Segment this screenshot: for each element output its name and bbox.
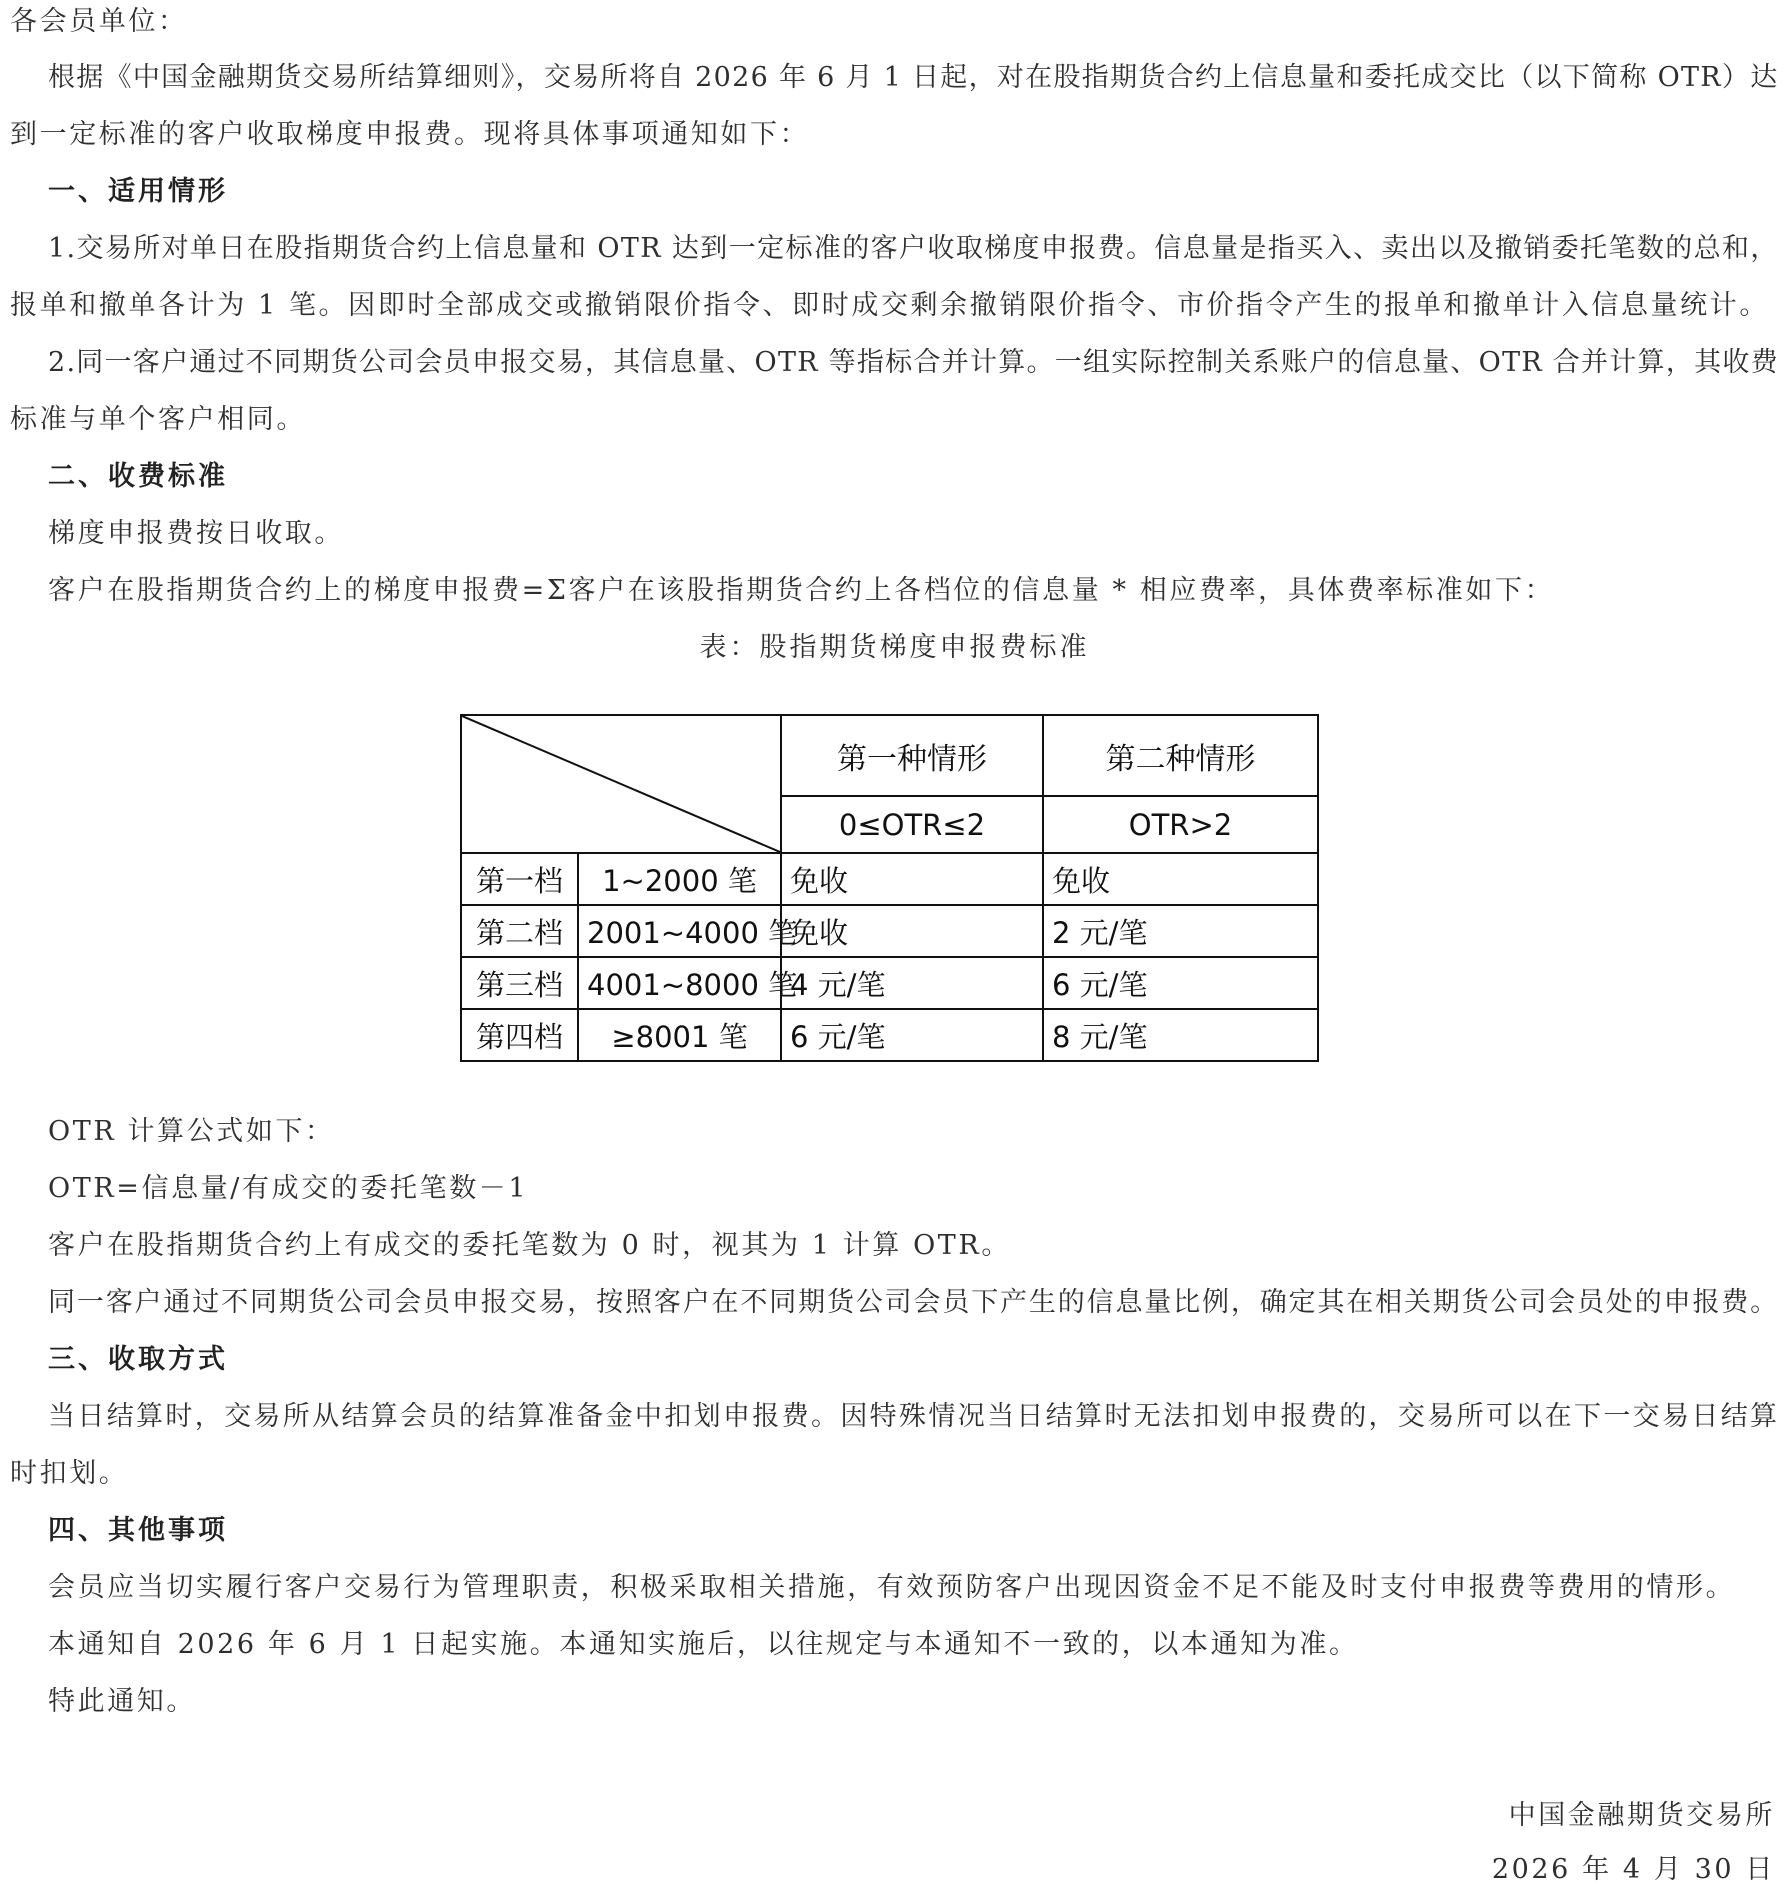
salutation: 各会员单位： xyxy=(10,6,188,37)
tier-label: 第一档 xyxy=(461,853,578,905)
tier-label: 第三档 xyxy=(461,957,578,1009)
table-row xyxy=(461,853,1318,905)
fee-standard-table xyxy=(460,714,1319,1062)
col-condition-case-2: OTR>2 xyxy=(1043,796,1318,853)
tier-label: 第四档 xyxy=(461,1009,578,1061)
tier-range: 4001~8000 笔 xyxy=(578,957,781,1009)
fee-case-2: 2 元/笔 xyxy=(1043,905,1318,957)
section-2-heading: 二、收费标准 xyxy=(48,461,228,492)
intro-line-1: 根据《中国金融期货交易所结算细则》，交易所将自 2026 年 6 月 1 日起，对在股指期货合约上信息量和委托成交比（以下简称 OTR）达 xyxy=(48,62,1779,93)
table-caption: 表：股指期货梯度申报费标准 xyxy=(699,632,1090,663)
fee-case-1: 免收 xyxy=(781,905,1043,957)
otr-formula: OTR=信息量/有成交的委托笔数－1 xyxy=(48,1173,529,1204)
section-2-para-1: 梯度申报费按日收取。 xyxy=(48,518,344,549)
diagonal-line xyxy=(462,716,780,852)
col-header-case-1: 第一种情形 xyxy=(781,715,1043,796)
section-2-para-2: 客户在股指期货合约上的梯度申报费=Σ客户在该股指期货合约上各档位的信息量 * 相应费率，具体费率标准如下： xyxy=(48,575,1555,606)
table-header-row xyxy=(461,715,1318,796)
section-1-para-1-line-2: 报单和撤单各计为 1 笔。因即时全部成交或撤销限价指令、即时成交剩余撤销限价指令、市价指令产生的报单和撤单计入信息量统计。 xyxy=(10,290,1769,321)
tier-range: 1~2000 笔 xyxy=(578,853,781,905)
section-4-para-3: 特此通知。 xyxy=(48,1686,196,1717)
diagonal-corner-cell xyxy=(461,715,781,853)
section-1-heading: 一、适用情形 xyxy=(48,176,228,207)
table-row xyxy=(461,957,1318,1009)
fee-case-2: 6 元/笔 xyxy=(1043,957,1318,1009)
otr-para-1: OTR 计算公式如下： xyxy=(48,1116,335,1147)
fee-case-2: 8 元/笔 xyxy=(1043,1009,1318,1061)
tier-range: ≥8001 笔 xyxy=(578,1009,781,1061)
intro-line-2: 到一定标准的客户收取梯度申报费。现将具体事项通知如下： xyxy=(10,119,810,150)
signature-date: 2026 年 4 月 30 日 xyxy=(1491,1854,1775,1885)
tier-label: 第二档 xyxy=(461,905,578,957)
section-1-para-2-line-2: 标准与单个客户相同。 xyxy=(10,404,306,435)
table-row xyxy=(461,905,1318,957)
fee-case-2: 免收 xyxy=(1043,853,1318,905)
table-row xyxy=(461,1009,1318,1061)
section-1-para-2-line-1: 2.同一客户通过不同期货公司会员申报交易，其信息量、OTR 等指标合并计算。一组实际控制关系账户的信息量、OTR 合并计算，其收费 xyxy=(48,347,1779,378)
section-3-para-line-2: 时扣划。 xyxy=(10,1458,129,1489)
section-3-para-line-1: 当日结算时，交易所从结算会员的结算准备金中扣划申报费。因特殊情况当日结算时无法扣划申报费的，交易所可以在下一交易日结算 xyxy=(48,1401,1780,1432)
fee-case-1: 4 元/笔 xyxy=(781,957,1043,1009)
section-4-para-2: 本通知自 2026 年 6 月 1 日起实施。本通知实施后，以往规定与本通知不一致的，以本通知为准。 xyxy=(48,1629,1359,1660)
signature-org: 中国金融期货交易所 xyxy=(1508,1800,1775,1831)
fee-case-1: 6 元/笔 xyxy=(781,1009,1043,1061)
section-4-heading: 四、其他事项 xyxy=(48,1515,228,1546)
tier-range: 2001~4000 笔 xyxy=(578,905,781,957)
section-4-para-1: 会员应当切实履行客户交易行为管理职责，积极采取相关措施，有效预防客户出现因资金不足不能及时支付申报费等费用的情形。 xyxy=(48,1572,1736,1603)
fee-case-1: 免收 xyxy=(781,853,1043,905)
section-1-para-1-line-1: 1.交易所对单日在股指期货合约上信息量和 OTR 达到一定标准的客户收取梯度申报费。信息量是指买入、卖出以及撤销委托笔数的总和， xyxy=(48,233,1779,264)
otr-para-3: 客户在股指期货合约上有成交的委托笔数为 0 时，视其为 1 计算 OTR。 xyxy=(48,1230,1011,1261)
col-condition-case-1: 0≤OTR≤2 xyxy=(781,796,1043,853)
col-header-case-2: 第二种情形 xyxy=(1043,715,1318,796)
section-3-heading: 三、收取方式 xyxy=(48,1344,228,1375)
otr-para-4: 同一客户通过不同期货公司会员申报交易，按照客户在不同期货公司会员下产生的信息量比例，确定其在相关期货公司会员处的申报费。 xyxy=(48,1287,1779,1318)
